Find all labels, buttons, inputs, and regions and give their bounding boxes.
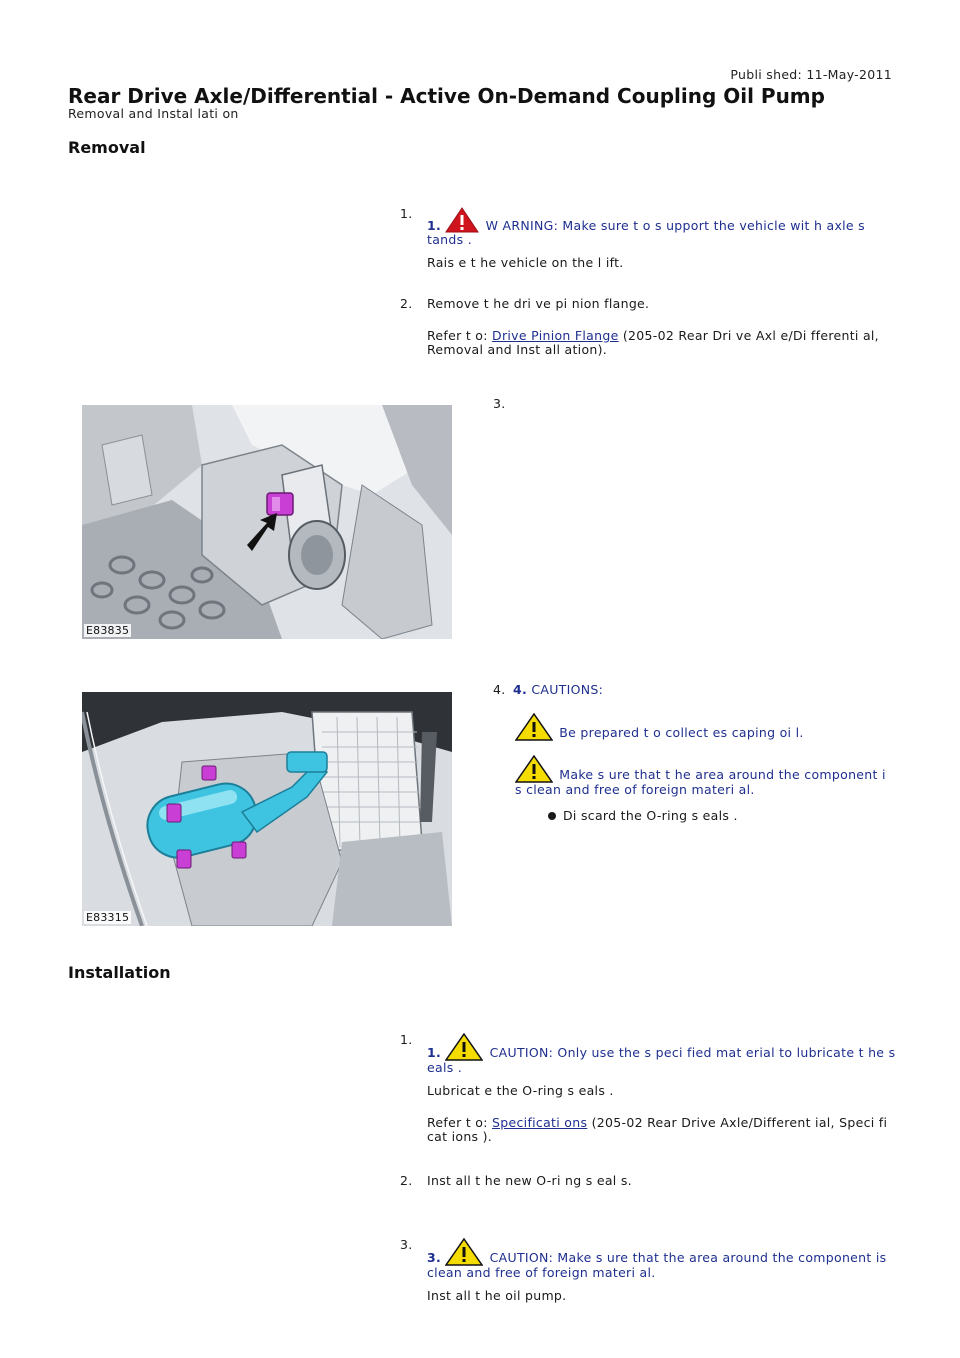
figure-code: E83315: [86, 911, 130, 924]
illustration-oil-pump: [82, 692, 452, 926]
step-number: 1.: [400, 1032, 413, 1047]
caution-text: CAUTION: Only use the s peci fied mat erial to lubricate t he s eals .: [427, 1045, 896, 1075]
caution-icon: [445, 1033, 483, 1061]
refer-prefix: Refer t o:: [427, 328, 488, 343]
step-label: 1.: [427, 1045, 442, 1060]
caution-text: CAUTION: Make s ure that the area around the component is clean and free of foreign materi al.: [427, 1250, 887, 1280]
step-number: 2.: [400, 1173, 413, 1188]
step-text: Remove t he dri ve pi nion flange.: [427, 296, 650, 311]
page-subtitle: Removal and Instal lati on: [68, 106, 239, 121]
bullet-item: [513, 809, 888, 823]
caution-text-1: Be prepared t o collect es caping oi l.: [559, 725, 804, 740]
figure-code: E83835: [86, 624, 130, 637]
bullet-dot: [548, 812, 556, 820]
section-heading-removal: Removal: [68, 138, 146, 157]
link-specifications[interactable]: Specificati ons: [492, 1115, 588, 1130]
bullet-text: Di scard the O-ring s eals .: [563, 808, 738, 823]
figure-e83315: [82, 692, 452, 926]
step-label: 4.: [513, 682, 528, 697]
link-drive-pinion-flange[interactable]: Drive Pinion Flange: [492, 328, 619, 343]
step-text: Inst all t he new O-ri ng s eal s.: [427, 1173, 632, 1188]
warning-icon: [445, 207, 479, 233]
refer-to: [427, 1116, 897, 1144]
step-number: 1.: [400, 206, 413, 221]
step-text: CAUTIONS:: [531, 682, 604, 697]
caution-text-2: Make s ure that t he area around the component i s clean and free of foreign materi al.: [515, 767, 886, 797]
refer-prefix: Refer t o:: [427, 1115, 488, 1130]
step-text: Lubricat e the O-ring s eals .: [427, 1083, 614, 1098]
step-label: 3.: [427, 1250, 442, 1265]
step-label: 1.: [427, 218, 442, 233]
section-heading-installation: Installation: [68, 963, 171, 982]
step-number: 2.: [400, 296, 413, 311]
warning-text: W ARNING: Make sure t o s upport the vehicle wit h axle s tands .: [427, 218, 865, 247]
step-text: Rais e t he vehicle on the l ift.: [427, 255, 624, 270]
step-number: 3.: [400, 1237, 413, 1252]
figure-e83835: [82, 405, 452, 639]
step-number: 3.: [493, 396, 506, 411]
caution-icon: [515, 755, 553, 783]
published-date: Publi shed: 11-May-2011: [730, 67, 892, 82]
illustration-pinion-area: [82, 405, 452, 639]
refer-to: [427, 329, 897, 357]
page-title: Rear Drive Axle/Differential - Active On-Demand Coupling Oil Pump: [68, 84, 825, 108]
caution-icon: [445, 1238, 483, 1266]
refer-suffix: (205-02 Rear Drive Axle/Different ial, Speci fi cat ions ).: [427, 1115, 888, 1144]
step-number: 4.: [493, 682, 506, 697]
step-text: Inst all t he oil pump.: [427, 1288, 567, 1303]
caution-icon: [515, 713, 553, 741]
refer-suffix: (205-02 Rear Dri ve Axl e/Di fferenti al, Removal and Inst all ation).: [427, 328, 879, 357]
